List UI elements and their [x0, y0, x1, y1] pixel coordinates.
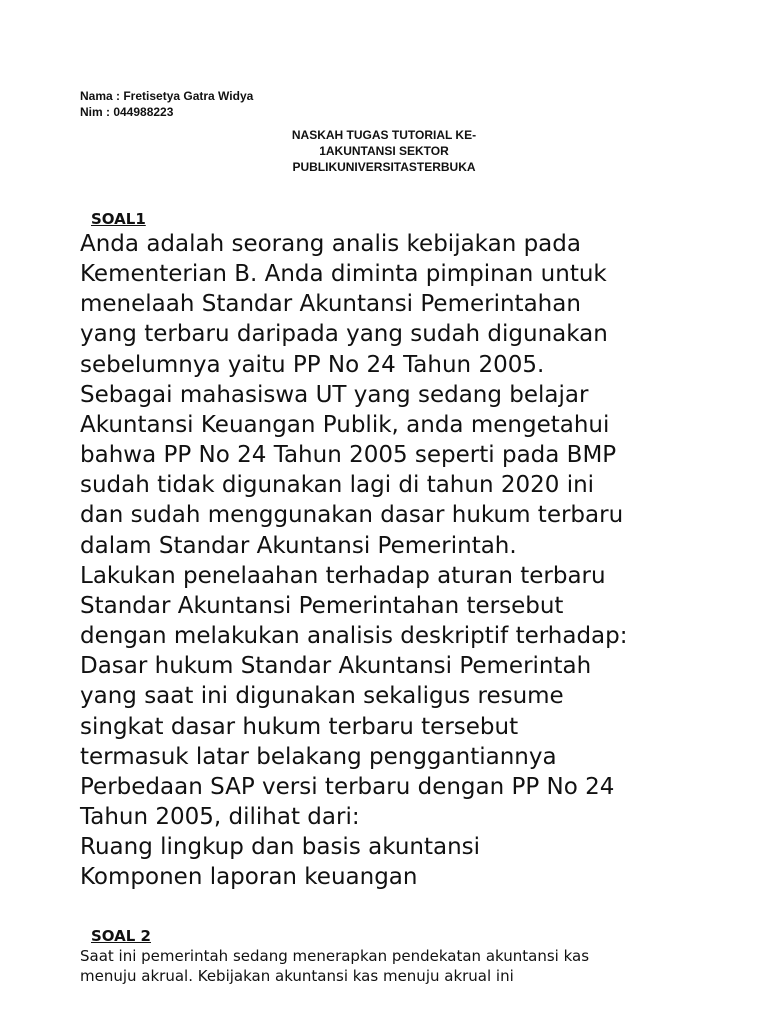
heading-line: 1AKUNTANSI SEKTOR — [319, 144, 449, 158]
soal1-label: SOAL1 — [91, 210, 146, 228]
soal1-line: Akuntansi Keuangan Publik, anda mengetahui — [80, 411, 610, 438]
soal1-line: yang saat ini digunakan sekaligus resume — [80, 683, 564, 710]
heading-line: NASKAH TUGAS TUTORIAL KE- — [291, 128, 477, 142]
soal1-line: sebelumnya yaitu PP No 24 Tahun 2005. — [80, 351, 545, 378]
soal1-line: Perbedaan SAP versi terbaru dengan PP No 24 — [80, 773, 615, 800]
soal1-body — [80, 229, 750, 892]
soal1-line: Sebagai mahasiswa UT yang sedang belajar — [80, 381, 589, 408]
student-name: Nama : Fretisetya Gatra Widya — [80, 89, 254, 103]
soal1-line: Standar Akuntansi Pemerintahan tersebut — [80, 592, 564, 619]
soal1-line: Komponen laporan keuangan — [80, 864, 418, 891]
soal1-line: dengan melakukan analisis deskriptif terhadap: — [80, 623, 628, 650]
soal1-line: Lakukan penelaahan terhadap aturan terbaru — [80, 562, 606, 589]
soal2-line: menuju akrual. Kebijakan akuntansi kas menuju akrual ini — [80, 967, 514, 985]
soal2-line: Saat ini pemerintah sedang menerapkan pendekatan akuntansi kas — [80, 947, 590, 965]
soal2-label: SOAL 2 — [91, 927, 151, 945]
soal1-line: menelaah Standar Akuntansi Pemerintahan — [80, 291, 581, 318]
soal1-line: termasuk latar belakang penggantiannya — [80, 743, 557, 770]
student-nim: Nim : 044988223 — [80, 105, 174, 119]
soal1-line: bahwa PP No 24 Tahun 2005 seperti pada BMP — [80, 442, 617, 469]
soal1-line: Kementerian B. Anda diminta pimpinan untuk — [80, 261, 607, 288]
soal1-line: Anda adalah seorang analis kebijakan pada — [80, 231, 581, 257]
soal2-body — [80, 946, 750, 986]
soal1-line: singkat dasar hukum terbaru tersebut — [80, 713, 519, 740]
soal1-line: yang terbaru daripada yang sudah digunakan — [80, 321, 608, 348]
soal1-line: sudah tidak digunakan lagi di tahun 2020 ini — [80, 472, 595, 499]
soal1-line: Ruang lingkup dan basis akuntansi — [80, 834, 481, 861]
student-info — [80, 88, 253, 120]
soal1-line: Dasar hukum Standar Akuntansi Pemerintah — [80, 653, 592, 680]
soal1-line: dalam Standar Akuntansi Pemerintah. — [80, 532, 517, 559]
heading-line: PUBLIKUNIVERSITASTERBUKA — [292, 160, 476, 174]
document-heading — [230, 127, 538, 175]
soal1-line: Tahun 2005, dilihat dari: — [80, 803, 360, 830]
soal1-line: dan sudah menggunakan dasar hukum terbaru — [80, 502, 624, 529]
